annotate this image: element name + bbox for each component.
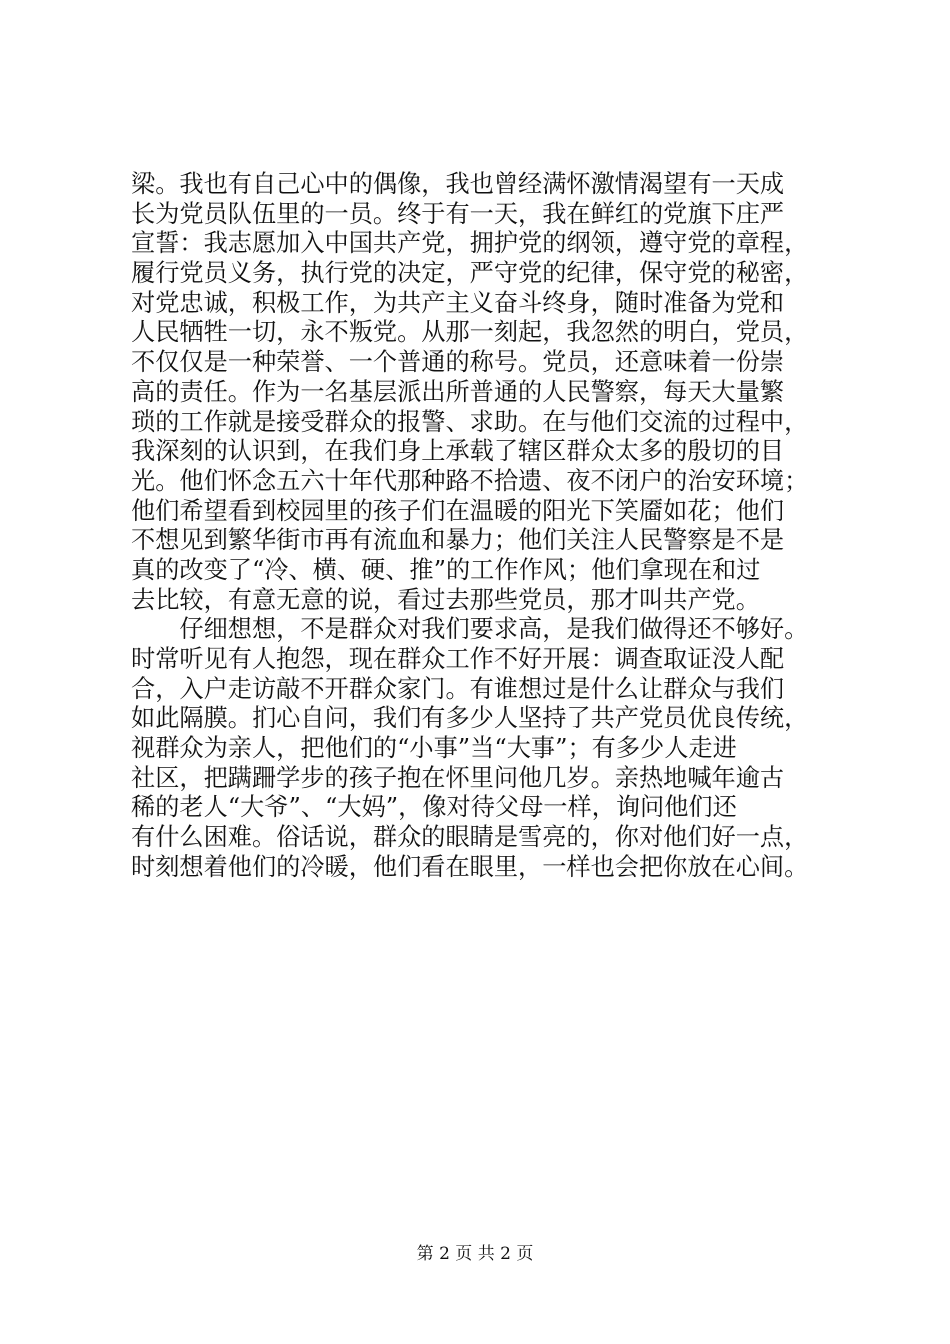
text-line: 视群众为亲人，把他们的“小事”当“大事”；有多少人走进 <box>131 734 737 763</box>
text-line: 人民牺牲一切，永不叛党。从那一刻起，我忽然的明白，党员， <box>131 318 809 347</box>
text-line: 去比较，有意无意的说，看过去那些党员，那才叫共产党。 <box>131 585 760 614</box>
text-line: 梁。我也有自己心中的偶像，我也曾经满怀激情渴望有一天成 <box>131 170 785 198</box>
text-line: 履行党员义务，执行党的决定，严守党的纪律，保守党的秘密， <box>131 259 809 288</box>
text-line: 稀的老人“大爷”、“大妈”，像对待父母一样，询问他们还 <box>131 793 737 822</box>
text-line: 有什么困难。俗话说，群众的眼睛是雪亮的，你对他们好一点， <box>131 823 809 852</box>
text-line: 宣誓：我志愿加入中国共产党，拥护党的纲领，遵守党的章程， <box>131 229 809 258</box>
text-line: 真的改变了“冷、横、硬、推”的工作作风；他们拿现在和过 <box>131 555 761 584</box>
text-line: 高的责任。作为一名基层派出所普通的人民警察，每天大量繁 <box>131 377 785 406</box>
page-number-footer: 第 2 页 共 2 页 <box>416 1244 534 1264</box>
text-line: 长为党员队伍里的一员。终于有一天，我在鲜红的党旗下庄严 <box>131 199 785 228</box>
text-line: 不仅仅是一种荣誉、一个普通的称号。党员，还意味着一份崇 <box>131 348 785 377</box>
text-line: 他们希望看到校园里的孩子们在温暖的阳光下笑靥如花；他们 <box>131 496 785 525</box>
text-line: 对党忠诚，积极工作，为共产主义奋斗终身，随时准备为党和 <box>131 288 785 317</box>
text-line: 不想见到繁华街市再有流血和暴力；他们关注人民警察是不是 <box>131 526 785 555</box>
text-line: 时刻想着他们的冷暖，他们看在眼里，一样也会把你放在心间。 <box>131 852 809 881</box>
text-line: 合，入户走访敲不开群众家门。有谁想过是什么让群众与我们 <box>131 674 785 703</box>
text-line: 时常听见有人抱怨，现在群众工作不好开展：调查取证没人配 <box>131 645 785 673</box>
text-line: 仔细想想，不是群众对我们要求高，是我们做得还不够好。 <box>131 615 809 644</box>
body-text <box>131 170 831 883</box>
text-line: 我深刻的认识到，在我们身上承载了辖区群众太多的殷切的目 <box>131 437 785 466</box>
text-line: 如此隔膜。扪心自问，我们有多少人坚持了共产党员优良传统， <box>131 704 809 733</box>
text-line: 社区，把蹒跚学步的孩子抱在怀里问他几岁。亲热地喊年逾古 <box>131 763 785 792</box>
text-line: 琐的工作就是接受群众的报警、求助。在与他们交流的过程中， <box>131 407 809 436</box>
text-line: 光。他们怀念五六十年代那种路不拾遗、夜不闭户的治安环境； <box>131 466 809 495</box>
